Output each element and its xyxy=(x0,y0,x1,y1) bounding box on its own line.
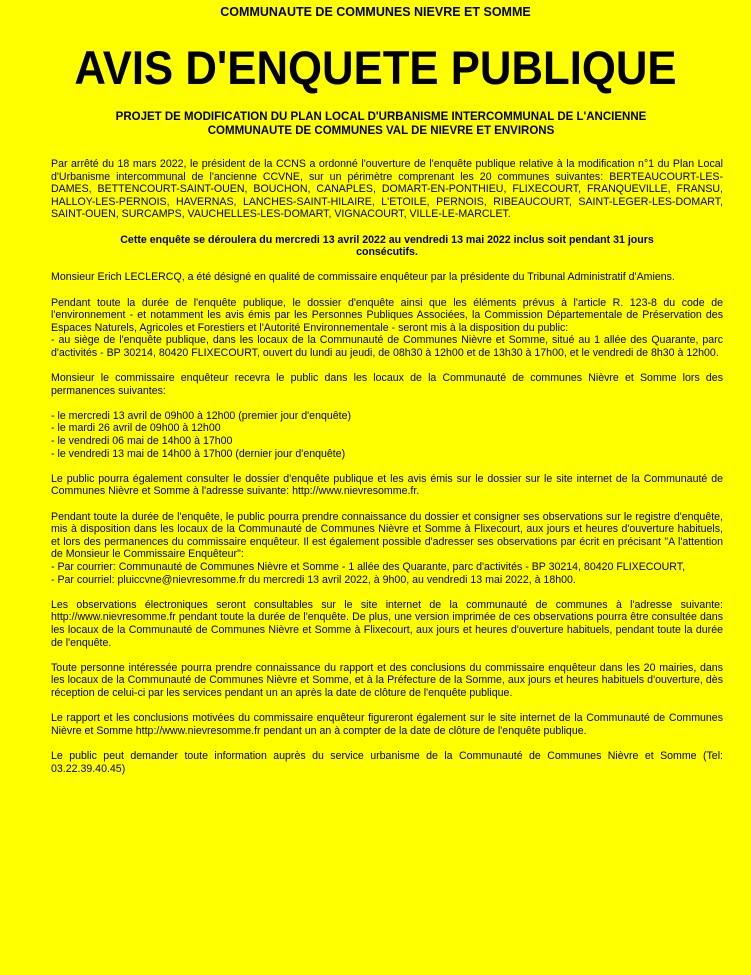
reception-paragraph: Monsieur le commissaire enquêteur recevra le public dans les locaux de la Communauté de communes Nièvre et Somme lors des permanences suivantes: xyxy=(51,372,723,397)
enquiry-dates-line-1: Cette enquête se déroulera du mercredi 13 avril 2022 au vendredi 13 mai 2022 inclus soit pendant 31 jours xyxy=(120,233,654,246)
subtitle-line-1: PROJET DE MODIFICATION DU PLAN LOCAL D'URBANISME INTERCOMMUNAL DE L'ANCIENNE xyxy=(115,111,647,123)
contact-paragraph: Le public peut demander toute information auprès du service urbanisme de la Communauté de Communes Nièvre et Somme (Tel: 03.22.39.40.45) xyxy=(51,749,723,775)
notice-title: AVIS D'ENQUETE PUBLIQUE xyxy=(74,41,677,94)
list-item: - le vendredi 13 mai de 14h00 à 17h00 (dernier jour d'enquête) xyxy=(51,447,346,460)
intro-paragraph: Par arrêté du 18 mars 2022, le président de la CCNS a ordonné l'ouverture de l'enquête publique relative à la modification n°1 du Plan Local d'Urbanisme intercommunal de l'ancienne CCVNE, sur un périmètre comprenant les 20 communes suivantes: BERTEAUCOURT-LES-DAMES, BETTENCOURT-SAINT-OUEN, BOUCHON, CANAPLES, DOMART-EN-PONTHIEU, FLIXECOURT, FRANQUEVILLE, FRANSU, HALLOY-LES-PERNOIS, HAVERNAS, LANCHES-SAINT-HILAIRE, L'ETOILE, PERNOIS, RIBEAUCOURT, SAINT-LEGER-LES-DOMART, SAINT-OUEN, SURCAMPS, VAUCHELLES-LES-DOMART, VIGNACOURT, VILLE-LE-MARCLET. xyxy=(51,158,723,221)
subtitle-line-2: COMMUNAUTE DE COMMUNES VAL DE NIEVRE ET ENVIRONS xyxy=(207,125,555,137)
enquiry-dates xyxy=(51,234,723,259)
organization-name: COMMUNAUTE DE COMMUNES NIEVRE ET SOMME xyxy=(220,5,531,19)
dossier-paragraph: Pendant toute la durée de l'enquête publique, le dossier d'enquête ainsi que les éléments prévus à l'article R. 123-8 du code de l'environnement - et notamment les avis émis par les Personnes Publiques Associées, la Commission Départementale de Préservation des Espaces Naturels, Agricoles et Forestiers et l'Autorité Environnementale - seront mis à la disposition du public: xyxy=(51,296,723,334)
permanences-list xyxy=(51,410,723,460)
report-paragraph: Toute personne intéressée pourra prendre connaissance du rapport et des conclusions du commissaire enquêteur dans les 20 mairies, dans les locaux de la Communauté de Communes Nièvre et Somme, et à la Préfecture de la Somme, aux jours et heures habituels d'ouverture, dès réception de celui-ci par les services pendant un an après la date de clôture de l'enquête publique. xyxy=(51,661,723,699)
list-item: - le mardi 26 avril de 09h00 à 12h00 xyxy=(51,422,221,435)
enquiry-dates-line-2: consécutifs. xyxy=(356,246,418,259)
email-address: - Par courriel: pluiccvne@nievresomme.fr du mercredi 13 avril 2022, à 9h00, au vendredi 13 mai 2022, à 18h00. xyxy=(51,573,576,586)
mail-address: - Par courrier: Communauté de Communes Nièvre et Somme - 1 allée des Quarante, parc d'activités - BP 30214, 80420 FLIXECOURT, xyxy=(51,561,686,573)
list-item: - le mercredi 13 avril de 09h00 à 12h00 (premier jour d'enquête) xyxy=(51,409,351,422)
project-subtitle xyxy=(39,110,723,138)
dossier-location: - au siège de l'enquête publique, dans les locaux de la Communauté de Communes Nièvre et Somme, situé au 1 allée des Quarante, parc d'activités - BP 30214, 80420 FLIXECOURT, ouvert du lundi au jeudi, de 08h30 à 12h00 et de 13h30 à 17h00, et le vendredi de 8h30 à 12h00. xyxy=(51,334,723,359)
website-paragraph: Le public pourra également consulter le dossier d'enquête publique et les avis émis sur le dossier sur le site internet de la Communauté de Communes Nièvre et Somme à l'adresse suivante: http://www.nievresomme.fr. xyxy=(51,472,723,498)
list-item: - le vendredi 06 mai de 14h00 à 17h00 xyxy=(51,435,233,448)
report-online-paragraph: Le rapport et les conclusions motivées du commissaire enquêteur figureront également sur le site internet de la Communauté de Communes Nièvre et Somme http://www.nievresomme.fr pendant un an à compter de la date de clôture de l'enquête publique. xyxy=(51,712,723,737)
observations-paragraph: Pendant toute la durée de l'enquête, le public pourra prendre connaissance du dossier et consigner ses observations sur le registre d'enquête, mis à disposition dans les locaux de la Communauté de Communes Nièvre et Somme à Flixecourt, aux jours et heures d'ouverture habituels, et lors des permanences du commissaire enquêteur. Il est également possible d'adresser ses observations par écrit en précisant "A l'attention de Monsieur le Commissaire Enquêteur": xyxy=(51,510,723,561)
commissioner-paragraph: Monsieur Erich LECLERCQ, a été désigné en qualité de commissaire enquêteur par la présidente du Tribunal Administratif d'Amiens. xyxy=(51,271,675,284)
electronic-observations-paragraph: Les observations électroniques seront consultables sur le site internet de la communauté de communes à l'adresse suivante: http://www.nievresomme.fr pendant toute la durée de l'enquête. De plus, une version imprimée de ces observations pourra être consultée dans les locaux de la Communauté de Communes Nièvre et Somme à Flixecourt, aux jours et heures d'ouverture habituels, pendant toute la durée de l'enquête. xyxy=(51,598,723,649)
